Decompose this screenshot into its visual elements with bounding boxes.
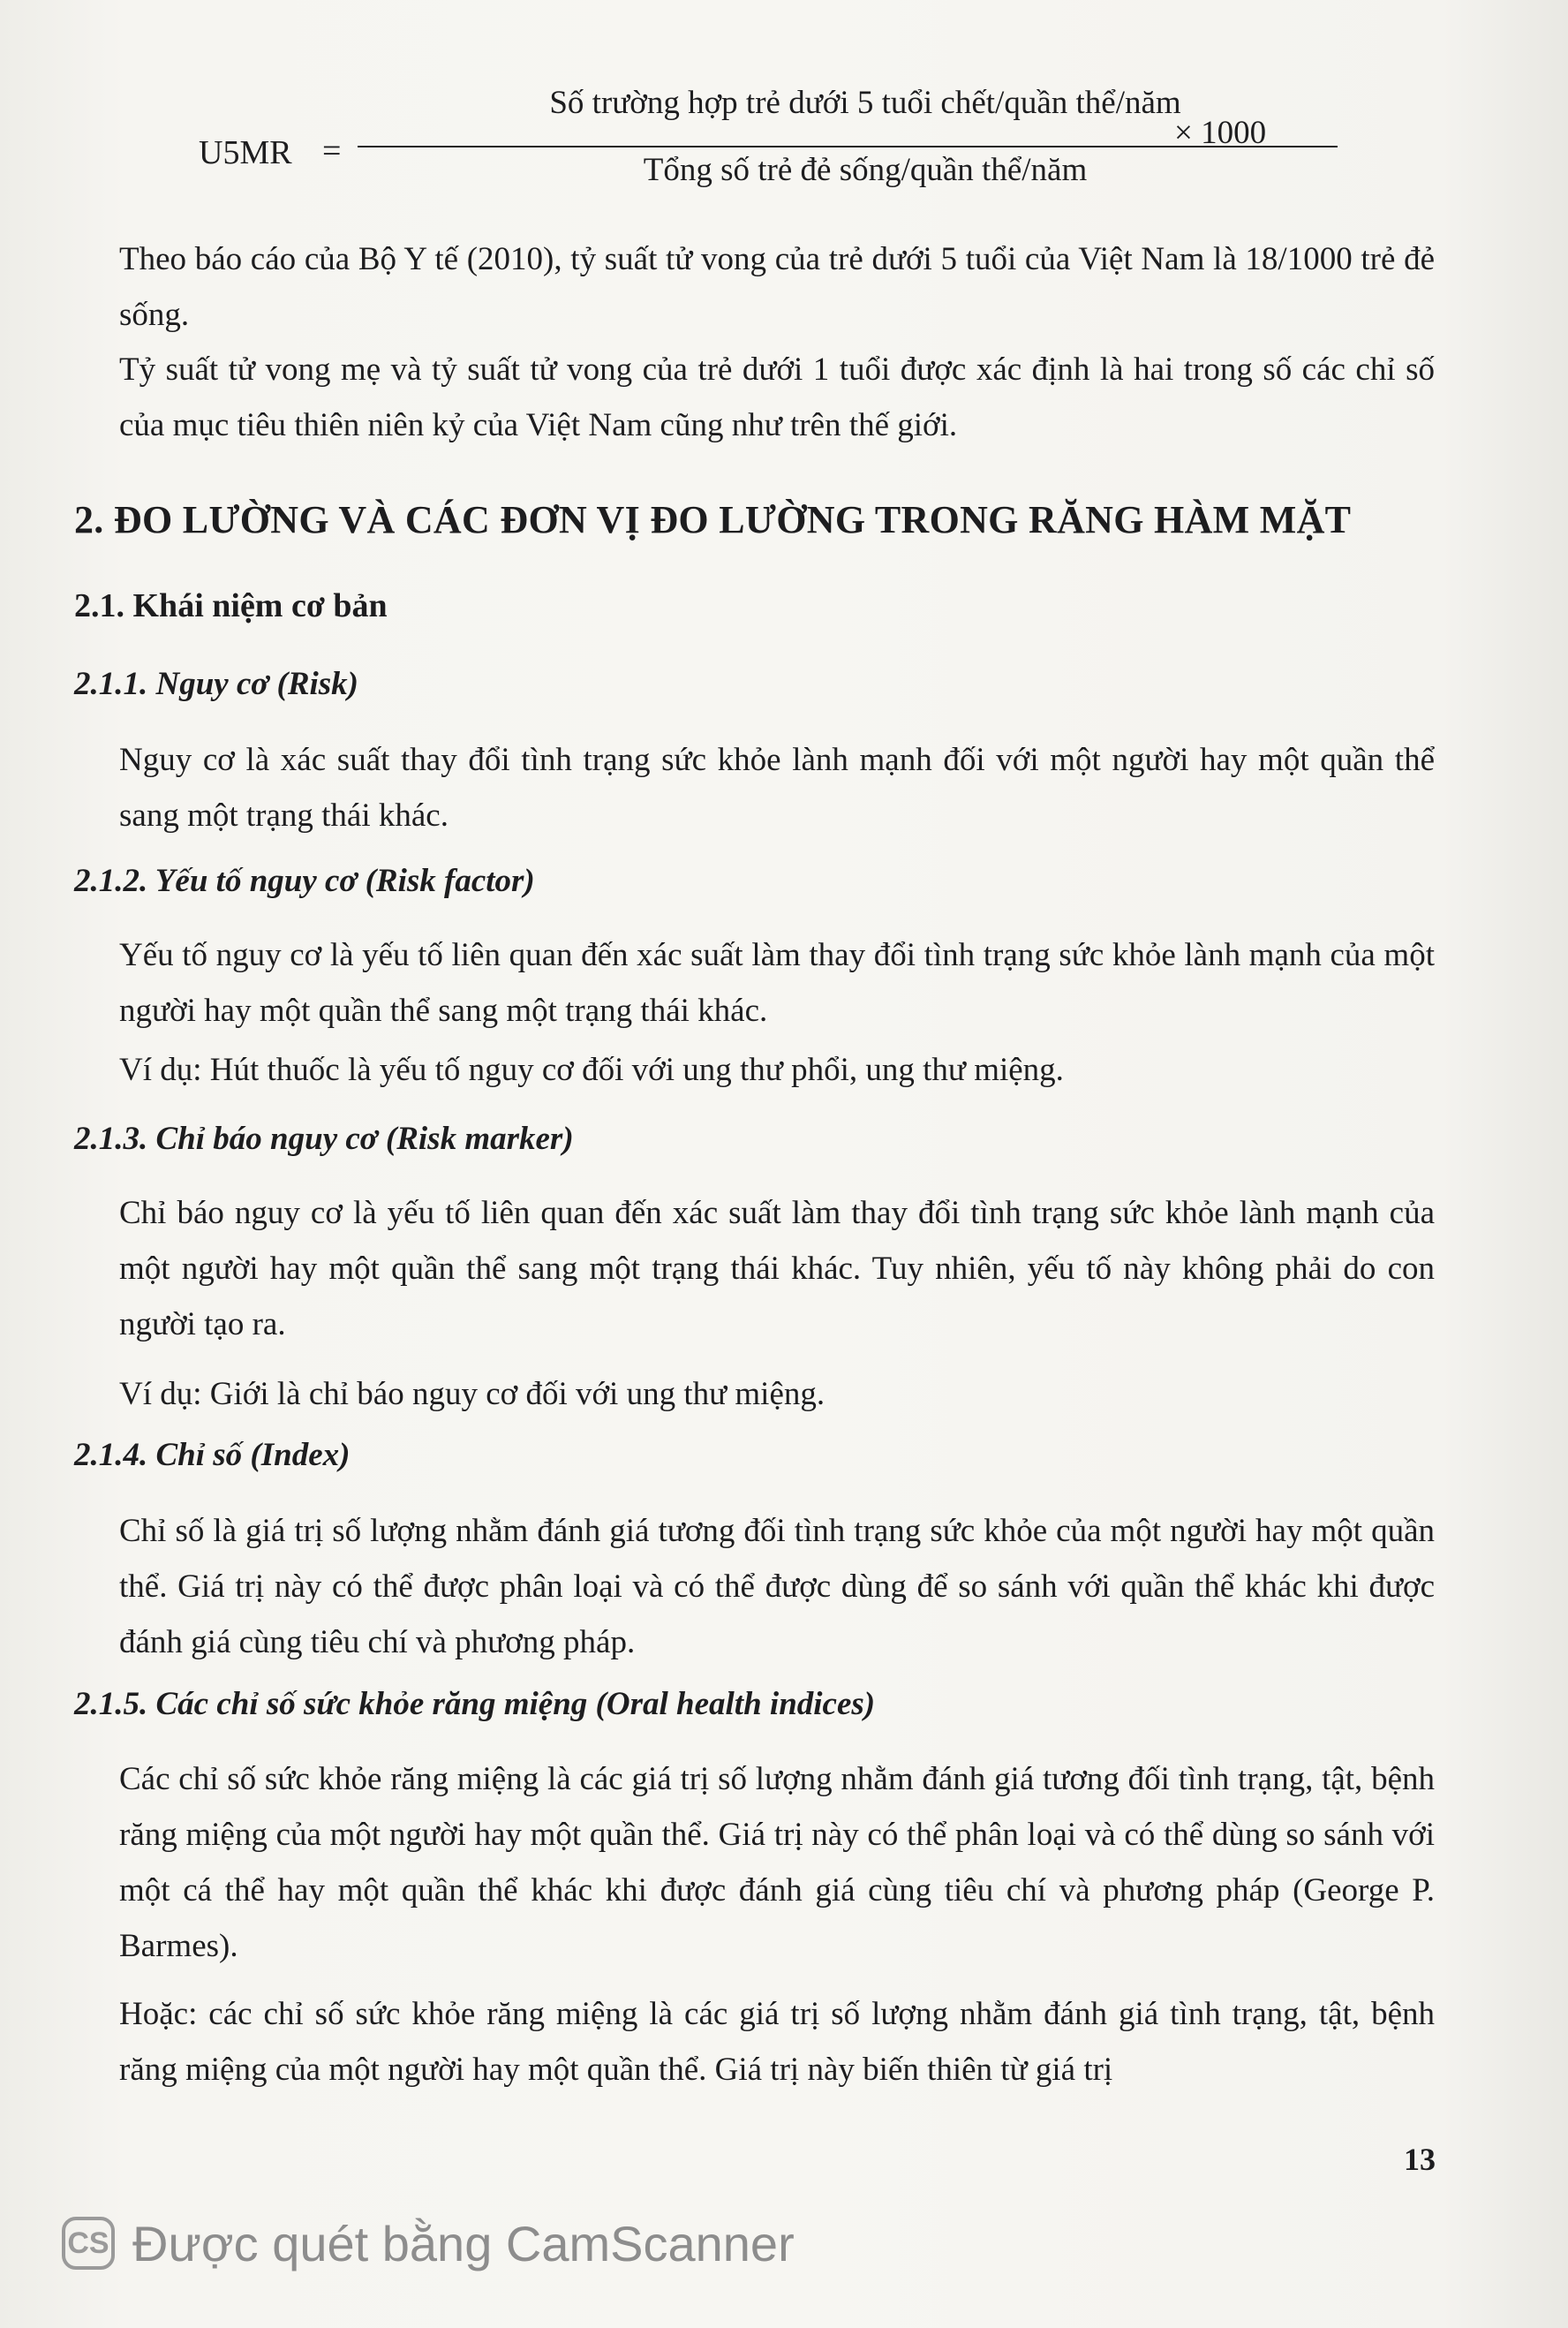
section-2-1-3-text: Chỉ báo nguy cơ là yếu tố liên quan đến xác suất làm thay đổi tình trạng sức khỏe lành mạnh của một người hay một quần thể sang một trạng thái khác. Tuy nhiên, yếu tố này không phải do con người tạo ra. bbox=[119, 1195, 1435, 1342]
camscanner-logo-icon: CS bbox=[62, 2217, 115, 2270]
section-2-1-2-body bbox=[119, 927, 1435, 1098]
section-2-1-4-body bbox=[119, 1503, 1435, 1670]
section-2-1-1-body bbox=[119, 732, 1435, 843]
section-2-1-4-text: Chỉ số là giá trị số lượng nhằm đánh giá tương đối tình trạng sức khỏe của một người hay một quần thể. Giá trị này có thể được phân loại và có thể được dùng để so sánh với quần thể khác khi được đánh giá cùng tiêu chí và phương pháp. bbox=[119, 1513, 1435, 1660]
watermark-text: Được quét bằng CamScanner bbox=[132, 2215, 795, 2271]
section-2-1-1-text: Nguy cơ là xác suất thay đổi tình trạng sức khỏe lành mạnh đối với một người hay một quần thể sang một trạng thái khác. bbox=[119, 742, 1435, 834]
section-2-1-5-text: Các chỉ số sức khỏe răng miệng là các giá trị số lượng nhằm đánh giá tương đối tình trạng, tật, bệnh răng miệng của một người hay một quần thể. Giá trị này có thể phân loại và có thể dùng so sánh với một cá thể hay một quần thể khác khi được đánh giá cùng tiêu chí và phương pháp (George P. Barmes). bbox=[119, 1761, 1435, 1964]
section-2-1-5-body bbox=[119, 1751, 1435, 2097]
paragraph-1 bbox=[119, 231, 1435, 343]
section-2-1-3-body bbox=[119, 1185, 1435, 1422]
section-2-1-1-title: 2.1.1. Nguy cơ (Risk) bbox=[74, 666, 358, 702]
u5mr-formula bbox=[199, 84, 1293, 199]
section-2-1-3-title: 2.1.3. Chỉ báo nguy cơ (Risk marker) bbox=[74, 1121, 574, 1157]
section-2-1-title: 2.1. Khái niệm cơ bản bbox=[74, 587, 388, 624]
paragraph-2-text: Tỷ suất tử vong mẹ và tỷ suất tử vong của trẻ dưới 1 tuổi được xác định là hai trong số các chỉ số của mục tiêu thiên niên kỷ của Việt Nam cũng như trên thế giới. bbox=[119, 351, 1435, 443]
section-2-1-4-title: 2.1.4. Chỉ số (Index) bbox=[74, 1437, 351, 1473]
section-2-1-2-example: Ví dụ: Hút thuốc là yếu tố nguy cơ đối với ung thư phổi, ung thư miệng. bbox=[119, 1052, 1064, 1088]
section-2-1-2-title: 2.1.2. Yếu tố nguy cơ (Risk factor) bbox=[74, 863, 535, 899]
section-2-title: 2. ĐO LƯỜNG VÀ CÁC ĐƠN VỊ ĐO LƯỜNG TRONG RĂNG HÀM MẶT bbox=[74, 498, 1352, 541]
paragraph-2 bbox=[119, 342, 1435, 453]
formula-multiplier: × 1000 bbox=[1174, 115, 1267, 151]
formula-denominator: Tổng số trẻ đẻ sống/quần thể/năm bbox=[643, 152, 1088, 188]
section-2-1-5-title: 2.1.5. Các chỉ số sức khỏe răng miệng (Oral health indices) bbox=[74, 1686, 876, 1722]
section-2-1-3-example: Ví dụ: Giới là chỉ báo nguy cơ đối với ung thư miệng. bbox=[119, 1376, 825, 1412]
formula-lhs: U5MR bbox=[199, 134, 292, 171]
camscanner-watermark bbox=[62, 2212, 795, 2274]
section-2-1-5-alt-text: Hoặc: các chỉ số sức khỏe răng miệng là các giá trị số lượng nhằm đánh giá tình trạng, tật, bệnh răng miệng của một người hay một quần thể. Giá trị này biến thiên từ giá trị bbox=[119, 1996, 1435, 2088]
formula-equals: = bbox=[322, 132, 342, 170]
formula-numerator: Số trường hợp trẻ dưới 5 tuổi chết/quần thể/năm bbox=[549, 85, 1181, 121]
page-number: 13 bbox=[1404, 2142, 1436, 2177]
section-2-1-2-text: Yếu tố nguy cơ là yếu tố liên quan đến xác suất làm thay đổi tình trạng sức khỏe lành mạnh của một người hay một quần thể sang một trạng thái khác. bbox=[119, 937, 1435, 1029]
paragraph-1-text: Theo báo cáo của Bộ Y tế (2010), tỷ suất tử vong của trẻ dưới 5 tuổi của Việt Nam là 18/1000 trẻ đẻ sống. bbox=[119, 241, 1435, 333]
